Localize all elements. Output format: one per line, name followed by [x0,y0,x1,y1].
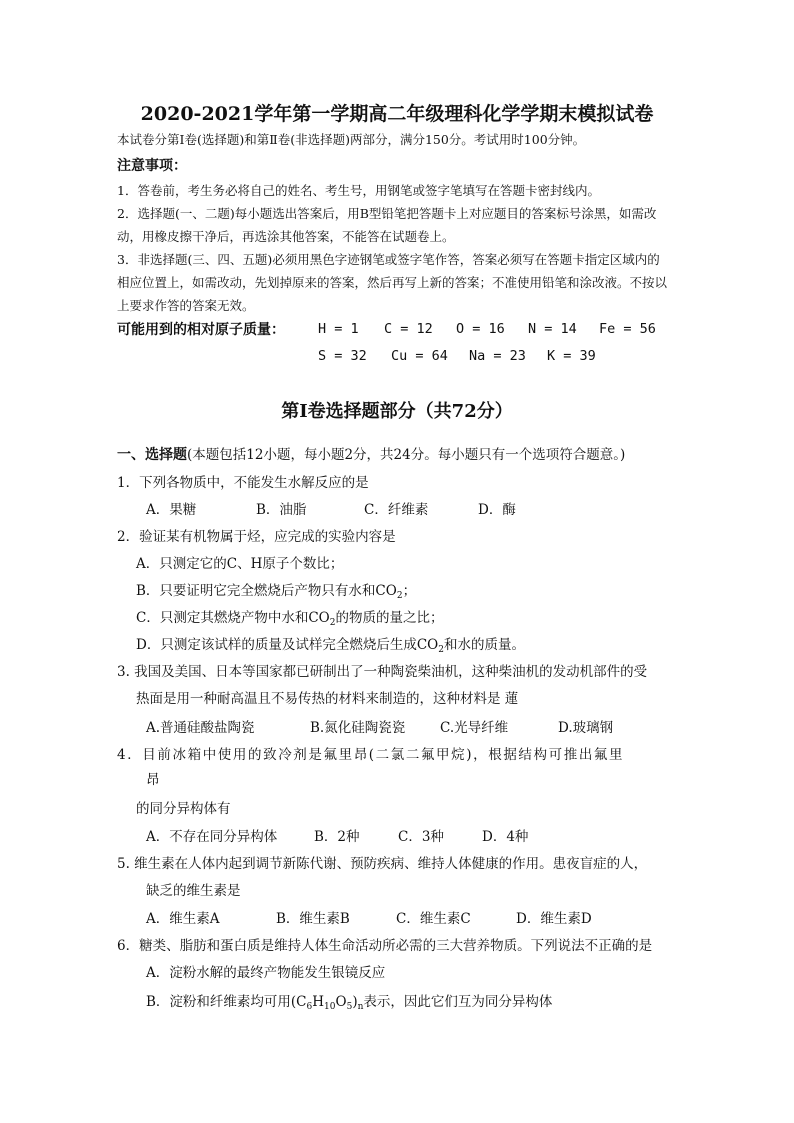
note-line: 动，用橡皮擦干净后，再选涂其他答案，不能答在试题卷上。 [117,229,455,244]
option-text: H [312,994,325,1010]
atomic-mass-value: N = 14 [528,321,577,337]
question-stem: 1．下列各物质中，不能发生水解反应的是 [117,475,369,491]
subscript: 6 [306,1002,313,1012]
subscript: n [357,1002,364,1012]
option-text: ) [352,994,358,1010]
intro-text: 本试卷分第Ⅰ卷(选择题)和第Ⅱ卷(非选择题)两部分，满分150分。考试用时100分钟。 [117,132,586,147]
note-line: 3．非选择题(三、四、五题)必须用黑色字迹钢笔或签字笔作答，答案必须写在答题卡指定区域内的 [117,252,660,267]
answer-option: D．酶 [478,502,516,518]
subscript: 2 [438,645,444,655]
section-title: 第Ⅰ卷选择题部分（共72分） [281,401,513,422]
answer-option: A．果糖 [146,502,197,518]
atomic-mass-value: S = 32 [318,348,367,364]
question-stem: 缺乏的维生素是 [146,883,241,899]
question-stem: 4．目前冰箱中使用的致冷剂是氟里昂(二氯二氟甲烷)，根据结构可推出氟里 [117,747,625,763]
answer-option: A．维生素A [146,911,220,927]
note-line: 上要求作答的答案无效。 [117,298,255,313]
subscript: 2 [396,591,403,601]
answer-option [136,582,416,600]
answer-option: B．维生素B [276,911,350,927]
page-title: 2020-2021学年第一学期高二年级理科化学学期末模拟试卷 [140,103,654,125]
answer-option: A．淀粉水解的最终产物能发生银镜反应 [146,965,386,981]
note-line: 2．选择题(一、二题)每小题选出答案后，用B型铅笔把答题卡上对应题目的答案标号涂黑，如需改 [117,206,657,221]
question-stem: 2．验证某有机物属于烃，应完成的实验内容是 [117,529,396,545]
atomic-mass-value: H = 1 [318,321,359,337]
atomic-mass-value: Cu = 64 [391,348,448,364]
option-text: 表示，因此它们互为同分异构体 [363,994,553,1010]
atomic-mass-value: K = 39 [547,348,596,364]
answer-option: D.玻璃钢 [558,720,614,736]
answer-option: B．2种 [314,829,360,845]
subscript: 2 [329,618,336,628]
atomic-mass-value: Fe = 56 [599,321,656,337]
atomic-mass-label: 可能用到的相对原子质量： [117,322,285,338]
option-text: 的物质的量之比； [335,610,444,626]
answer-option: C.光导纤维 [440,720,509,736]
question-stem: 6．糖类、脂肪和蛋白质是维持人体生命活动所必需的三大营养物质。下列说法不正确的是 [117,938,653,954]
question-stem: 热面是用一种耐高温且不易传热的材料来制造的，这种材料是 蓮 [136,691,519,707]
part1-header [117,446,625,464]
subscript: 5 [346,1002,353,1012]
option-text: C．只测定其燃烧产物中水和CO [136,610,330,626]
atomic-mass-value: C = 12 [384,321,433,337]
option-text: B．淀粉和纤维素均可用(C [146,994,307,1010]
question-stem: 3. 我国及美国、日本等国家都已研制出了一种陶瓷柴油机，这种柴油机的发动机部件的受 [117,664,648,680]
subscript: 10 [324,1002,336,1012]
answer-option: B．油脂 [256,502,307,518]
notes-heading: 注意事项： [117,158,187,174]
answer-option: C．3种 [398,829,444,845]
note-line: 相应位置上，如需改动，先划掉原来的答案，然后再写上新的答案；不准使用铅笔和涂改液。不按以 [117,275,668,290]
option-text: O [335,994,347,1010]
answer-option [146,993,552,1011]
answer-option [136,636,525,654]
answer-option [136,609,443,627]
part1-description: (本题包括12小题，每小题2分，共24分。每小题只有一个选项符合题意。) [187,447,626,463]
question-stem: 5. 维生素在人体内起到调节新陈代谢、预防疾病、维持人体健康的作用。患夜盲症的人， [117,856,648,872]
atomic-mass-value: O = 16 [456,321,505,337]
option-text: B．只要证明它完全燃烧后产物只有水和CO [136,583,397,599]
answer-option: C．纤维素 [364,502,429,518]
part1-heading: 一、选择题 [117,447,187,463]
option-text: ； [402,583,417,599]
question-stem: 昂 [146,772,160,788]
option-text: D．只测定该试样的质量及试样完全燃烧后生成CO [136,637,439,653]
answer-option: A.普通硅酸盐陶瓷 [146,720,255,736]
atomic-mass-value: Na = 23 [469,348,526,364]
answer-option: C．维生素C [396,911,471,927]
answer-option: A．只测定它的C、H原子个数比； [136,556,344,572]
answer-option: D．4种 [482,829,529,845]
answer-option: A．不存在同分异构体 [146,829,278,845]
question-stem: 的同分异构体有 [136,801,231,817]
answer-option: B.氮化硅陶瓷瓷 [310,720,406,736]
note-line: 1．答卷前，考生务必将自己的姓名、考生号，用钢笔或签字笔填写在答题卡密封线内。 [117,183,600,198]
option-text: 和水的质量。 [443,637,525,653]
answer-option: D．维生素D [516,911,592,927]
